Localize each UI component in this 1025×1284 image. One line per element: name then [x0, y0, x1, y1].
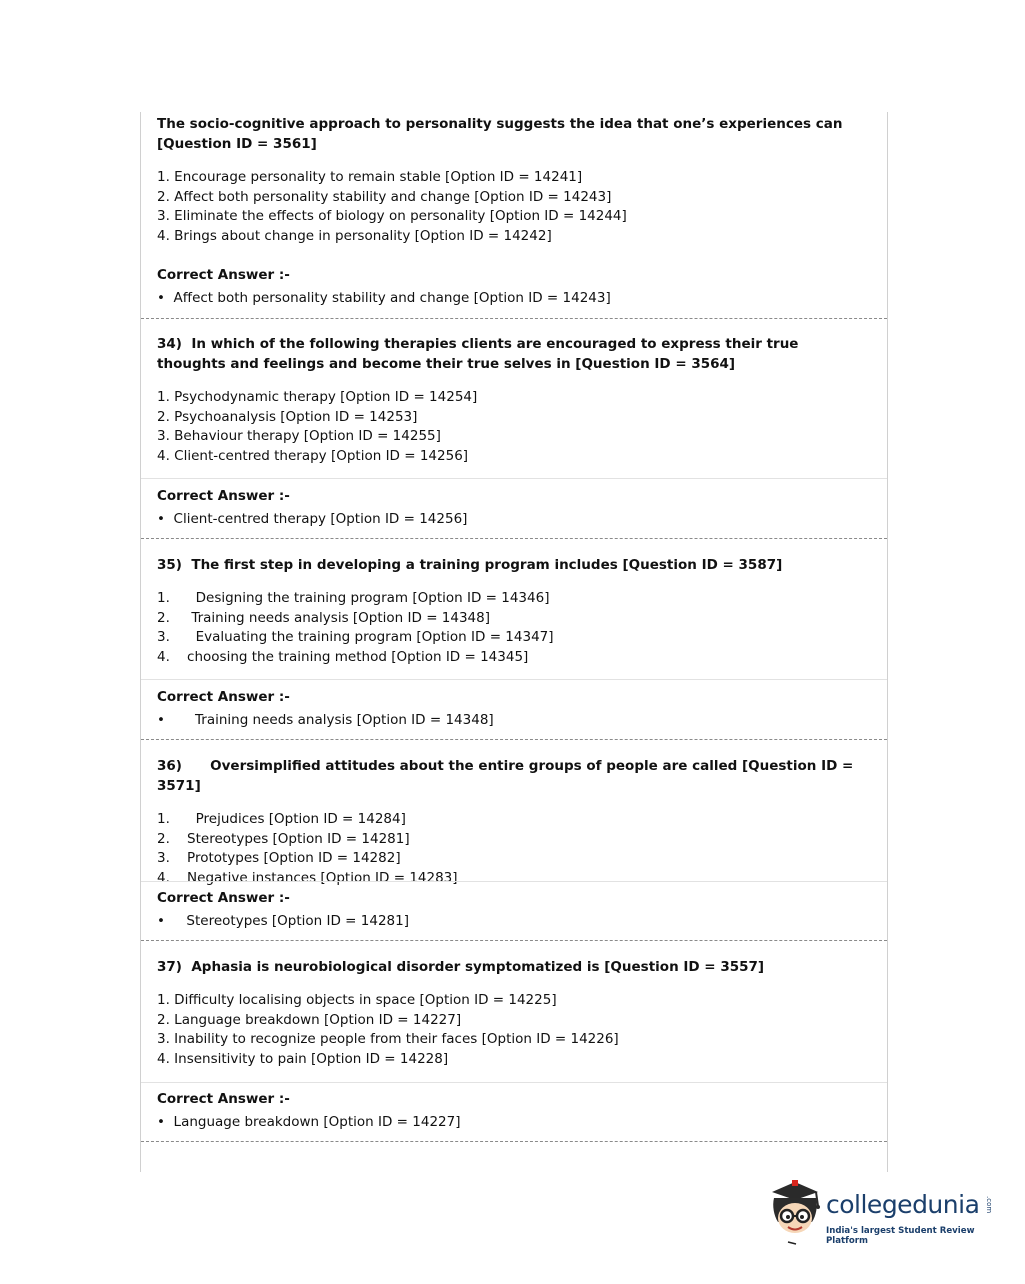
collegedunia-logo[interactable] — [766, 1176, 996, 1246]
correct-answer-label: Correct Answer :- — [157, 267, 290, 283]
divider — [141, 679, 887, 680]
option: 1. Encourage personality to remain stable [Option ID = 14241] — [157, 169, 583, 185]
question-block-35 — [157, 555, 869, 667]
divider — [141, 538, 887, 539]
question-block-37 — [157, 957, 869, 1069]
divider — [141, 478, 887, 479]
answer-block-33 — [157, 265, 869, 308]
divider — [141, 940, 887, 941]
correct-answer-label: Correct Answer :- — [157, 488, 290, 504]
question-block-34 — [157, 334, 869, 466]
option: 4. Negative instances [Option ID = 14283] — [157, 869, 458, 886]
divider — [141, 1141, 887, 1142]
option: 4. Client-centred therapy [Option ID = 14256] — [157, 447, 469, 464]
answer-block-35 — [157, 687, 869, 730]
option: 4. Insensitivity to pain [Option ID = 14228] — [157, 1050, 449, 1067]
question-title: 36) Oversimplified attitudes about the entire groups of people are called [Question ID = 3571] — [157, 758, 859, 794]
divider — [141, 318, 887, 319]
options-list — [157, 589, 869, 667]
option: 3. Behaviour therapy [Option ID = 14255] — [157, 428, 441, 445]
option: 2. Stereotypes [Option ID = 14281] — [157, 830, 410, 847]
option: 1. Prejudices [Option ID = 14284] — [157, 811, 406, 827]
question-title: 34) In which of the following therapies clients are encouraged to express their true thoughts and feelings and become their true selves in [Question ID = 3564] — [157, 336, 804, 372]
correct-answer-label: Correct Answer :- — [157, 1091, 290, 1107]
correct-answer: • Training needs analysis [Option ID = 14348] — [157, 712, 494, 728]
correct-answer: • Language breakdown [Option ID = 14227] — [157, 1114, 461, 1130]
logo-com: .com — [985, 1196, 993, 1214]
answer-block-34 — [157, 486, 869, 529]
question-title: The socio-cognitive approach to personality suggests the idea that one’s experiences can [Question ID = 3561] — [157, 116, 848, 152]
divider — [141, 739, 887, 740]
correct-answer-label: Correct Answer :- — [157, 689, 290, 705]
question-block-36 — [157, 756, 869, 888]
options-list — [157, 991, 869, 1069]
option: 4. choosing the training method [Option ID = 14345] — [157, 648, 529, 665]
options-list — [157, 168, 869, 246]
correct-answer: • Client-centred therapy [Option ID = 14256] — [157, 511, 468, 527]
option: 2. Training needs analysis [Option ID = 14348] — [157, 609, 491, 626]
correct-answer-label: Correct Answer :- — [157, 890, 290, 906]
answer-block-37 — [157, 1089, 869, 1132]
options-list — [157, 810, 869, 888]
option: 3. Prototypes [Option ID = 14282] — [157, 850, 401, 867]
option: 1. Designing the training program [Option ID = 14346] — [157, 590, 550, 606]
logo-wordmark: collegedunia — [826, 1190, 980, 1219]
answer-block-36 — [157, 888, 869, 931]
options-list — [157, 388, 869, 466]
correct-answer: • Affect both personality stability and change [Option ID = 14243] — [157, 290, 611, 306]
option: 1. Difficulty localising objects in space [Option ID = 14225] — [157, 992, 557, 1008]
divider — [141, 881, 887, 882]
option: 4. Brings about change in personality [Option ID = 14242] — [157, 227, 552, 244]
mascot-icon — [766, 1176, 824, 1246]
question-block-33 — [157, 114, 869, 246]
option: 3. Eliminate the effects of biology on personality [Option ID = 14244] — [157, 208, 627, 225]
option: 1. Psychodynamic therapy [Option ID = 14254] — [157, 389, 478, 405]
option: 3. Evaluating the training program [Option ID = 14347] — [157, 629, 554, 646]
option: 2. Affect both personality stability and change [Option ID = 14243] — [157, 188, 612, 205]
question-title: 37) Aphasia is neurobiological disorder symptomatized is [Question ID = 3557] — [157, 959, 765, 975]
logo-tagline: India's largest Student Review Platform — [826, 1226, 975, 1246]
divider — [141, 1082, 887, 1083]
option: 3. Inability to recognize people from their faces [Option ID = 14226] — [157, 1031, 619, 1048]
question-frame — [140, 112, 888, 1172]
option: 2. Language breakdown [Option ID = 14227] — [157, 1011, 462, 1028]
option: 2. Psychoanalysis [Option ID = 14253] — [157, 408, 418, 425]
correct-answer: • Stereotypes [Option ID = 14281] — [157, 913, 409, 929]
question-title: 35) The first step in developing a training program includes [Question ID = 3587] — [157, 557, 783, 573]
